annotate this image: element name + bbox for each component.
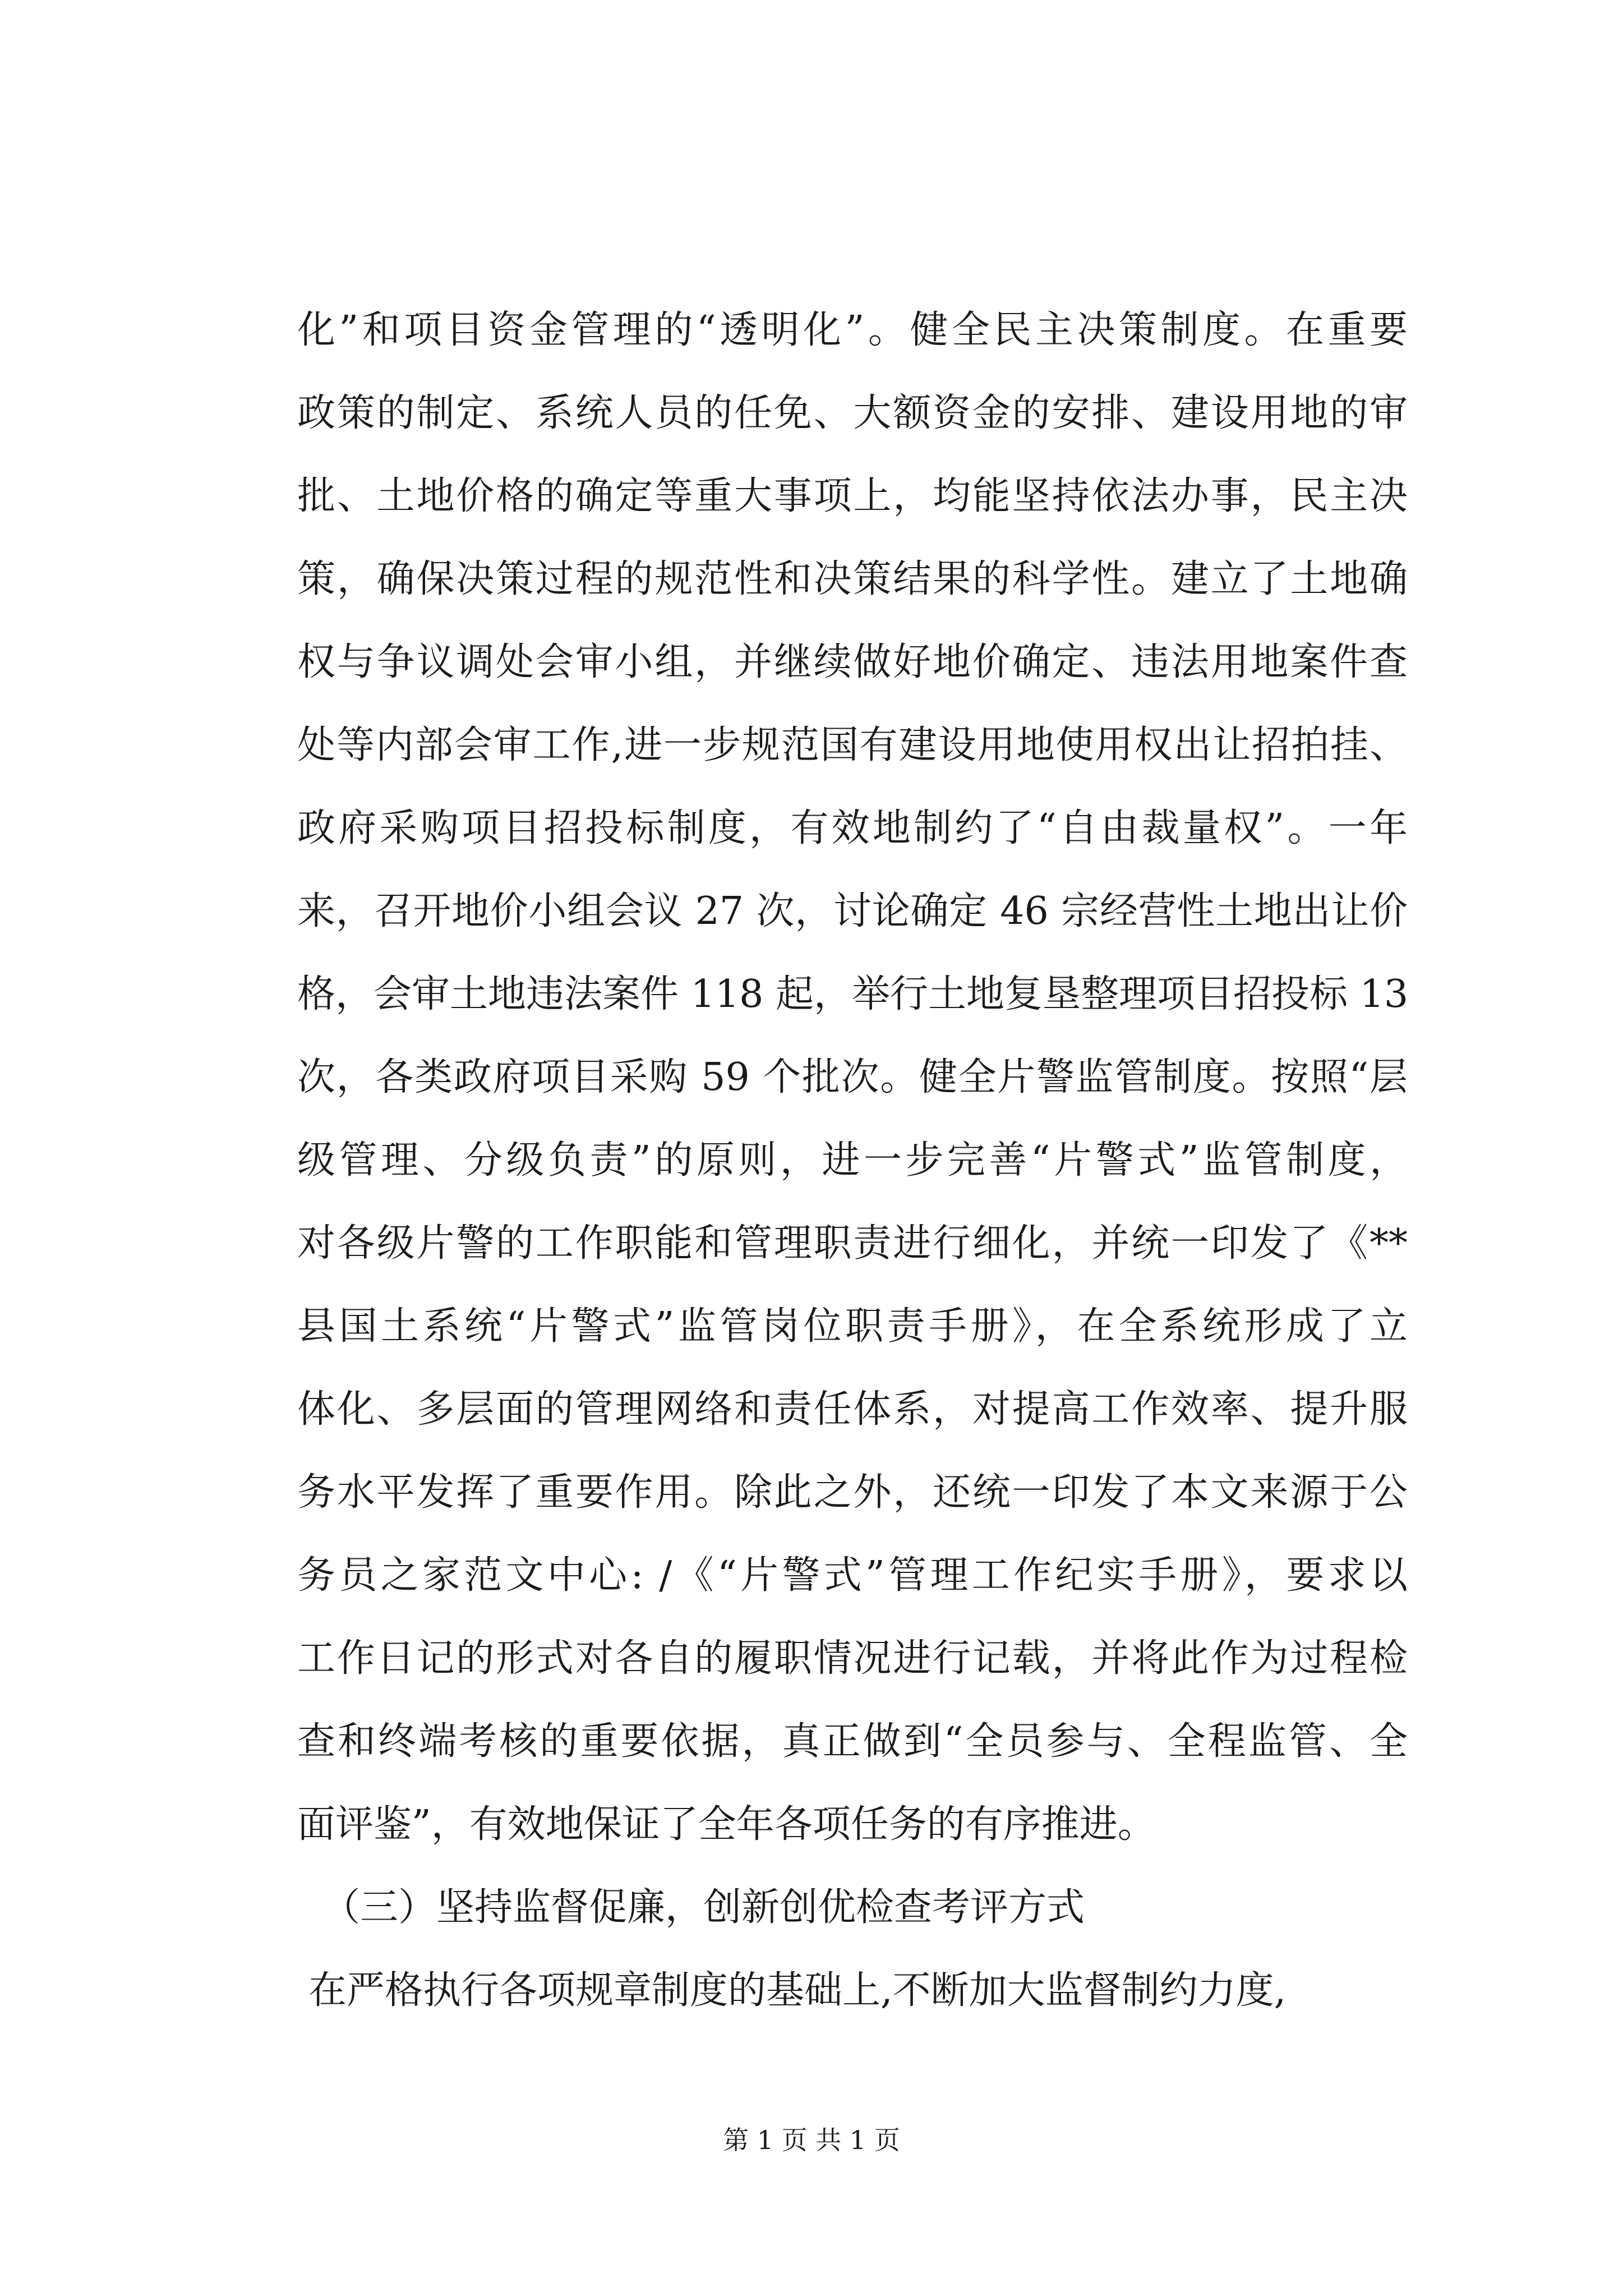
text-line: 对各级片警的工作职能和管理职责进行细化，并统一印发了《** (297, 1221, 1408, 1266)
text-line: 查和终端考核的重要依据，真正做到“全员参与、全程监管、全 (297, 1719, 1408, 1764)
text-line: 来，召开地价小组会议 27 次，讨论确定 46 宗经营性土地出让价 (297, 889, 1408, 933)
text-line: 批、土地价格的确定等重大事项上，均能坚持依法办事，民主决 (297, 474, 1408, 518)
text-line: 面评鉴”，有效地保证了全年各项任务的有序推进。 (297, 1802, 1156, 1847)
text-line: 体化、多层面的管理网络和责任体系，对提高工作效率、提升服 (297, 1387, 1408, 1432)
page-footer: 第 1 页 共 1 页 (723, 2125, 900, 2155)
text-line: 县国土系统“片警式”监管岗位职责手册》，在全系统形成了立 (297, 1304, 1408, 1349)
text-line: 次，各类政府项目采购 59 个批次。健全片警监管制度。按照“层 (297, 1055, 1408, 1099)
section-heading: （三）坚持监督促廉，创新创优检查考评方式 (322, 1885, 1085, 1930)
text-line: 级管理、分级负责”的原则，进一步完善“片警式”监管制度， (297, 1138, 1408, 1182)
paragraph-first-line: 在严格执行各项规章制度的基础上,不断加大监督制约力度, (308, 1968, 1287, 2013)
text-line: 权与争议调处会审小组，并继续做好地价确定、违法用地案件查 (297, 640, 1408, 684)
text-line: 格，会审土地违法案件 118 起，举行土地复垦整理项目招投标 13 (297, 972, 1409, 1016)
text-line: 政府采购项目招投标制度，有效地制约了“自由裁量权”。一年 (297, 806, 1408, 850)
text-line: 策，确保决策过程的规范性和决策结果的科学性。建立了土地确 (297, 557, 1408, 601)
text-line: 政策的制定、系统人员的任免、大额资金的安排、建设用地的审 (297, 391, 1408, 435)
text-line: 处等内部会审工作,进一步规范国有建设用地使用权出让招拍挂、 (297, 723, 1408, 767)
text-line: 化”和项目资金管理的“透明化”。健全民主决策制度。在重要 (297, 308, 1408, 352)
text-line: 务水平发挥了重要作用。除此之外，还统一印发了本文来源于公 (297, 1470, 1408, 1515)
text-line: 工作日记的形式对各自的履职情况进行记载，并将此作为过程检 (297, 1636, 1408, 1681)
body-text (297, 289, 1408, 2032)
text-line: 务员之家范文中心: /《“片警式”管理工作纪实手册》，要求以 (297, 1553, 1408, 1598)
